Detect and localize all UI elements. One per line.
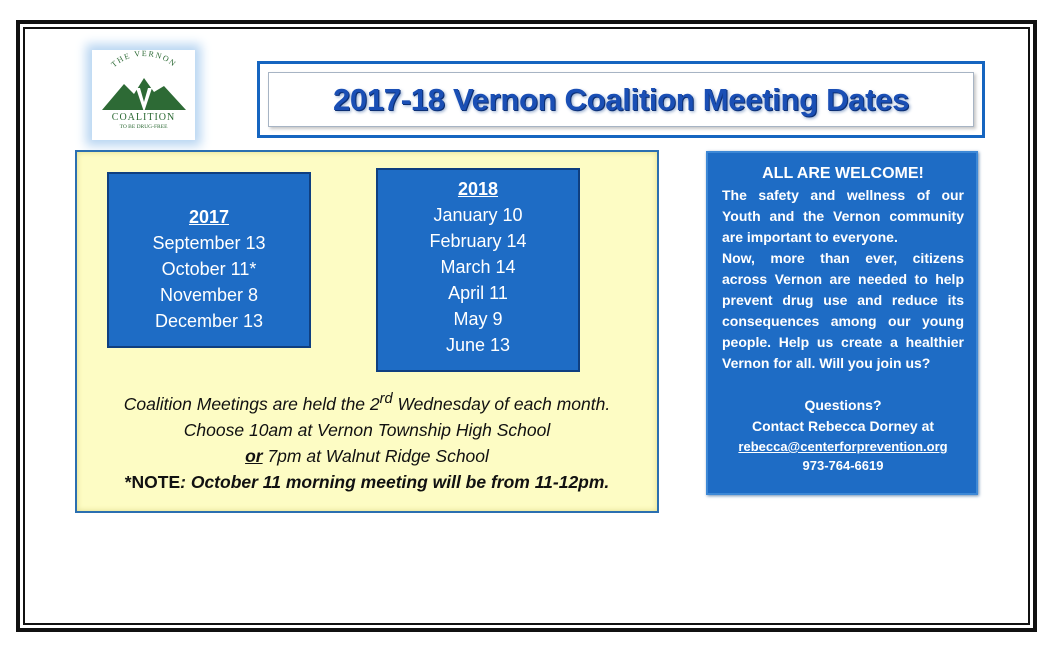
notes-line-2: Choose 10am at Vernon Township High School <box>183 419 551 440</box>
date-2017-3: November 8 <box>159 285 259 305</box>
date-2017-1: September 13 <box>152 233 266 253</box>
date-2017-2: October 11* <box>161 259 257 279</box>
dates-2018-box <box>376 168 580 372</box>
welcome-heading: ALL ARE WELCOME! <box>762 165 924 182</box>
notes-october-note: *NOTE: October 11 morning meeting will be from 11-12pm. <box>124 471 610 492</box>
logo-tagline: TO BE DRUG-FREE <box>119 124 168 130</box>
contact-email-link[interactable]: rebecca@centerforprevention.org <box>738 439 948 454</box>
title-banner <box>257 61 985 138</box>
date-2017-4: December 13 <box>154 311 264 331</box>
welcome-paragraph-2: Now, more than ever, citizens across Vernon are needed to help prevent drug use and reduce its consequences among our young people. Help us create a healthier Vernon for all. Will you join us? <box>722 250 964 371</box>
meeting-notes <box>77 386 657 495</box>
title-inner-frame <box>268 72 974 127</box>
welcome-paragraph-1: The safety and wellness of our Youth and the Vernon community are important to everyone. <box>722 187 964 245</box>
date-2018-2: February 14 <box>429 231 527 251</box>
notes-line-3: or 7pm at Walnut Ridge School <box>245 445 489 466</box>
date-2018-3: March 14 <box>440 257 516 277</box>
dates-2017-box <box>107 172 311 348</box>
svg-text:THE VERNON <box>109 50 178 69</box>
contact-phone: 973-764-6619 <box>802 458 884 473</box>
date-2018-6: June 13 <box>445 335 511 355</box>
date-2018-4: April 11 <box>448 283 508 303</box>
page-title: 2017-18 Vernon Coalition Meeting Dates <box>332 81 910 117</box>
contact-line: Contact Rebecca Dorney at <box>751 418 935 434</box>
date-2018-5: May 9 <box>453 309 503 329</box>
schedule-panel <box>75 150 659 513</box>
vernon-coalition-logo <box>92 50 195 140</box>
questions-heading: Questions? <box>804 397 882 413</box>
logo-image <box>92 50 195 140</box>
logo-name: COALITION <box>111 112 176 123</box>
year-2017-heading: 2017 <box>188 207 230 227</box>
year-2018-heading: 2018 <box>457 179 499 199</box>
date-2018-1: January 10 <box>433 205 523 225</box>
welcome-panel <box>706 151 978 495</box>
logo-arc-text: THE VERNON <box>109 50 179 69</box>
notes-line-1: Coalition Meetings are held the 2rd Wednesday of each month. <box>123 391 611 414</box>
